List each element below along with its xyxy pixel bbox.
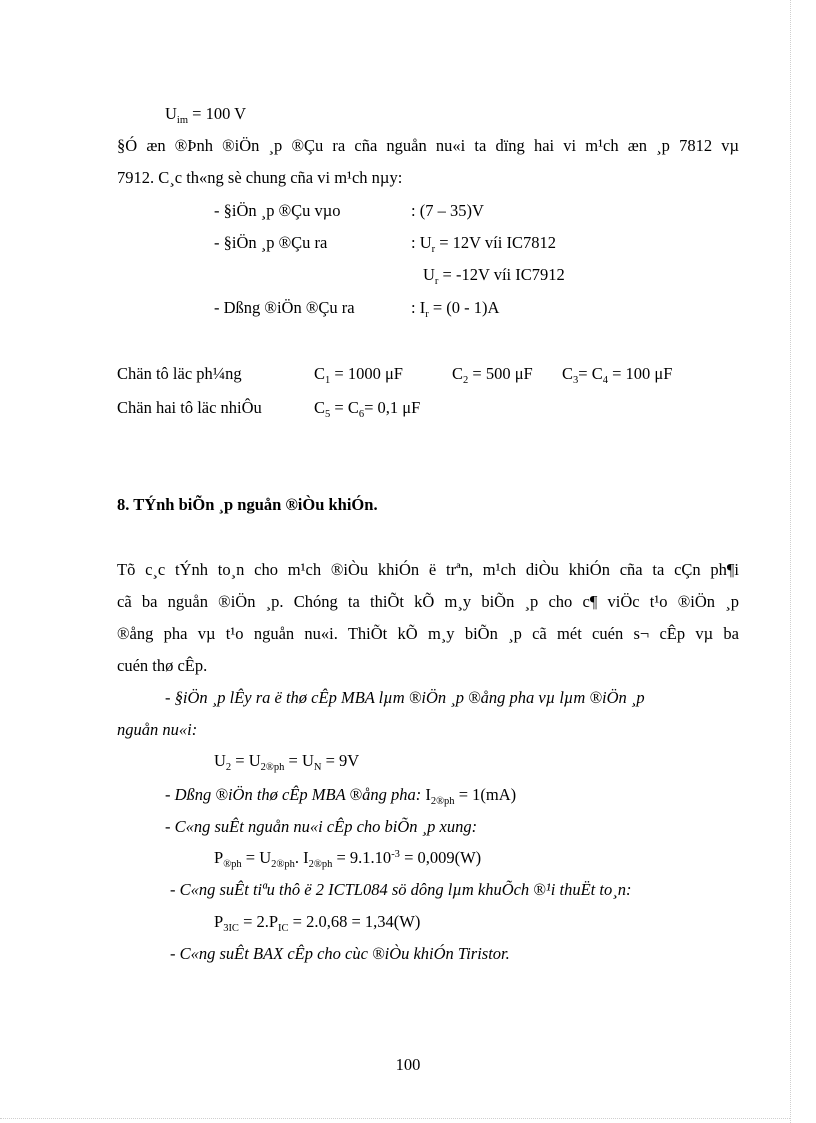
section-paragraph-line-1: Tõ c¸c tÝnh to¸n cho m¹ch ®iÒu khiÓn ë trªn, m¹ch diÒu khiÓn cña ta cÇn ph¶i bbox=[117, 560, 739, 579]
capacitor-c5-c6: $C_5 = C_6= 0,1$ μF bbox=[314, 398, 421, 420]
paragraph-regulator-line-1: §Ó æn ®Þnh ®iÖn ¸p ®Çu ra cña nguån nu«i ta dïng hai vi m¹ch æn ¸p 7812 vµ bbox=[117, 136, 739, 155]
page-frame-bottom bbox=[0, 1118, 790, 1119]
section-paragraph-line-3: ®ång pha vµ t¹o nguån nu«i. ThiÕt kÕ m¸y biÕn ¸p cã mét cuén s¬ cÊp vµ ba bbox=[117, 624, 739, 643]
section-paragraph-line-4: cuén thø cÊp. bbox=[117, 656, 208, 675]
spec-value-output-voltage-7812: : $U_r = 12V$ víi IC7812 bbox=[411, 233, 556, 255]
capacitor-c1: $C_1 = 1000$ μF bbox=[314, 364, 403, 386]
formula-u2: $U_2 = U_{2®ph} = U_N = 9V$ bbox=[214, 751, 360, 773]
paragraph-regulator-line-2: 7912. C¸c th«ng sè chung cña vi m¹ch nµy: bbox=[117, 168, 403, 187]
spec-label-input-voltage: - §iÖn ¸p ®Çu vµo bbox=[214, 201, 341, 220]
section-heading: 8. TÝnh biÕn ¸p nguån ®iÒu khiÓn. bbox=[117, 495, 378, 514]
page-frame-right bbox=[790, 0, 791, 1123]
page-number: 100 bbox=[395, 1055, 421, 1074]
formula-p3ic: $P_{3IC} = 2.P_{IC} = 2.0,68 = 1,34(W)$ bbox=[214, 912, 421, 934]
bullet-bax-power: - C«ng suÊt BAX cÊp cho cùc ®iÒu khiÓn Tiristor. bbox=[170, 944, 510, 963]
bullet-secondary-current: - Dßng ®iÖn thø cÊp MBA ®ång pha: $I_{2®ph} = 1(mA)$ bbox=[165, 785, 517, 807]
spec-label-output-current: - Dßng ®iÖn ®Çu ra bbox=[214, 298, 355, 317]
input-voltage-line: $U_{im} = 100$ V bbox=[165, 104, 247, 126]
capacitor-c3-c4: $C_3= C_4 = 100$ μF bbox=[562, 364, 673, 386]
smoothing-capacitor-label: Chän tô läc ph¼ng bbox=[117, 364, 242, 383]
bullet-supply-power: - C«ng suÊt nguån nu«i cÊp cho biÕn ¸p xung: bbox=[165, 817, 478, 836]
bullet-ic-power: - C«ng suÊt tiªu thô ë 2 ICTL084 sö dông lµm khuÕch ®¹i thuËt to¸n: bbox=[170, 880, 632, 899]
noise-filter-capacitor-label: Chän hai tô läc nhiÔu bbox=[117, 398, 262, 417]
bullet-sync-voltage-line-1: - §iÖn ¸p lÊy ra ë thø cÊp MBA lµm ®iÖn ¸p ®ång pha vµ lµm ®iÖn ¸p bbox=[165, 688, 645, 707]
capacitor-c2: $C_2 = 500$ μF bbox=[452, 364, 533, 386]
spec-value-input-voltage: : (7 – 35)V bbox=[411, 201, 484, 220]
spec-value-output-voltage-7912: $U_r = -12V$ víi IC7912 bbox=[423, 265, 565, 287]
spec-label-output-voltage: - §iÖn ¸p ®Çu ra bbox=[214, 233, 328, 252]
section-paragraph-line-2: cã ba nguån ®iÖn ¸p. Chóng ta thiÕt kÕ m¸y biÕn ¸p cho c¶ viÖc t¹o ®iÖn ¸p bbox=[117, 592, 739, 611]
formula-power: $P_{®ph} = U_{2®ph}$. $I_{2®ph} = 9.1.10^{-3} = 0,009(W)$ bbox=[214, 848, 482, 870]
bullet-sync-voltage-line-2: nguån nu«i: bbox=[117, 720, 198, 739]
spec-value-output-current: : $I_r = (0 - 1)A$ bbox=[411, 298, 500, 320]
